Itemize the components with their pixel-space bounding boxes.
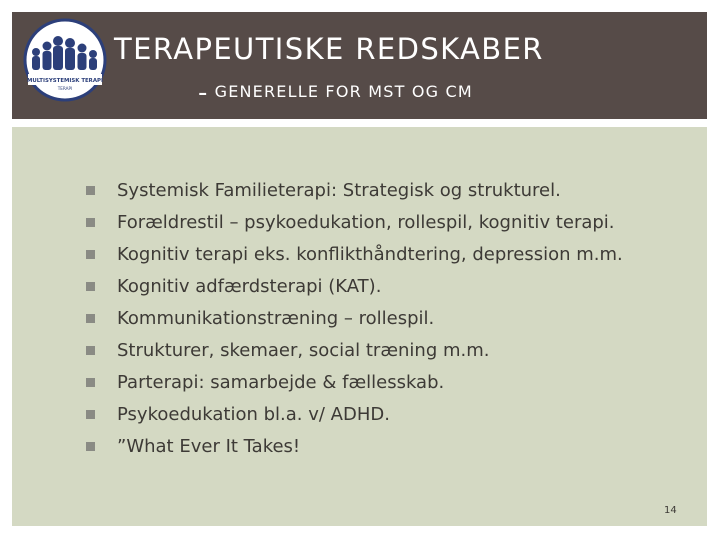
square-bullet-icon — [86, 218, 95, 227]
square-bullet-icon — [86, 282, 95, 291]
bullet-item — [86, 242, 623, 274]
subtitle-dash: - — [198, 78, 209, 108]
bullet-item — [86, 306, 623, 338]
square-bullet-icon — [86, 410, 95, 419]
bullet-text: Kommunikationstræning – rollespil. — [117, 308, 435, 329]
mst-logo — [20, 18, 110, 102]
svg-text:MULTISYSTEMISK TERAPI: MULTISYSTEMISK TERAPI — [27, 78, 103, 84]
bullet-item — [86, 370, 623, 402]
bullet-item — [86, 274, 623, 306]
bullet-item — [86, 434, 623, 466]
bullet-text: Kognitiv terapi eks. konflikthåndtering, depression m.m. — [117, 244, 623, 265]
square-bullet-icon — [86, 186, 95, 195]
bullet-item — [86, 338, 623, 370]
bullet-item — [86, 402, 623, 434]
bullet-list — [86, 178, 623, 466]
bullet-text: Parterapi: samarbejde & fællesskab. — [117, 372, 445, 393]
bullet-text: Psykoedukation bl.a. v/ ADHD. — [117, 404, 390, 425]
square-bullet-icon — [86, 346, 95, 355]
bullet-item — [86, 178, 623, 210]
subtitle-text: GENERELLE FOR MST OG CM — [214, 82, 473, 101]
bullet-item — [86, 210, 623, 242]
square-bullet-icon — [86, 378, 95, 387]
bullet-text: Forældrestil – psykoedukation, rollespil, kognitiv terapi. — [117, 212, 615, 233]
bullet-text: Systemisk Familieterapi: Strategisk og strukturel. — [117, 180, 561, 201]
square-bullet-icon — [86, 442, 95, 451]
slide-header — [12, 12, 707, 119]
square-bullet-icon — [86, 314, 95, 323]
svg-text:TERAPI: TERAPI — [57, 86, 73, 91]
slide-subtitle — [198, 78, 473, 108]
page-number: 14 — [664, 505, 677, 516]
bullet-text: Strukturer, skemaer, social træning m.m. — [117, 340, 490, 361]
bullet-text: Kognitiv adfærdsterapi (KAT). — [117, 276, 382, 297]
bullet-text: ”What Ever It Takes! — [117, 436, 301, 457]
square-bullet-icon — [86, 250, 95, 259]
slide-title: TERAPEUTISKE REDSKABER — [114, 32, 544, 66]
